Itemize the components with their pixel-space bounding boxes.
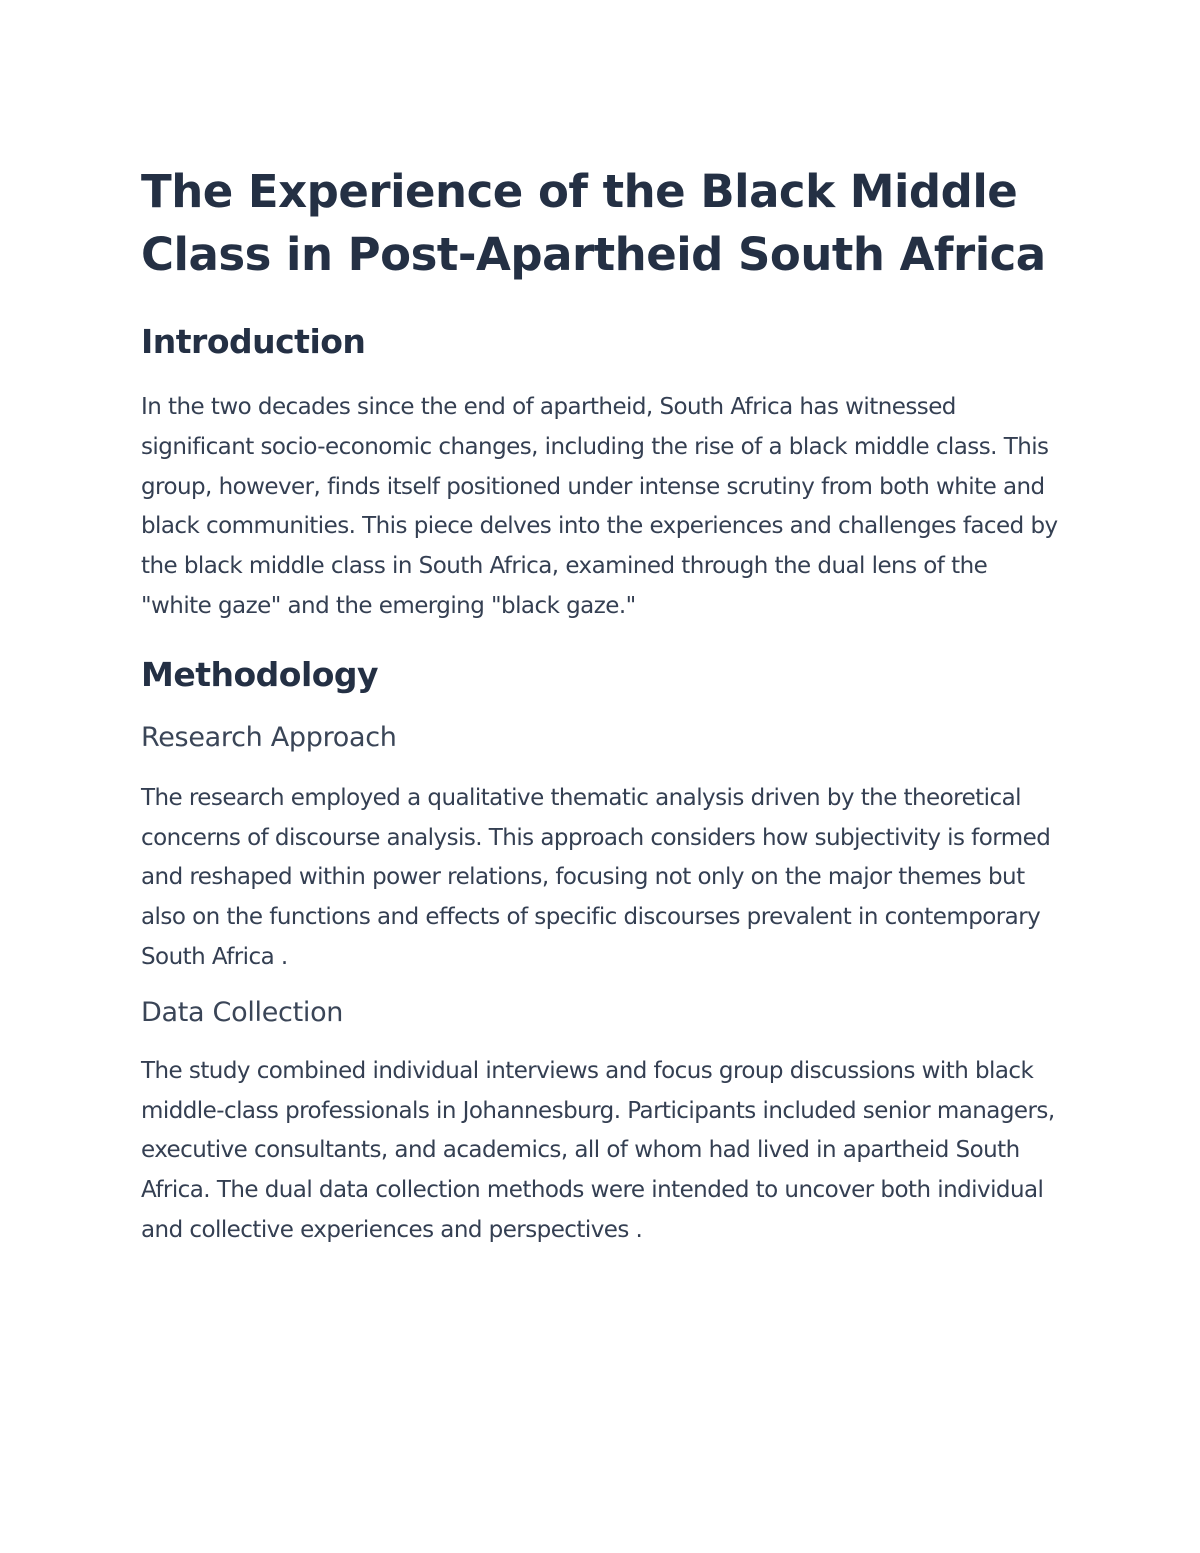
introduction-heading: Introduction [141, 322, 366, 361]
data-collection-heading: Data Collection [141, 996, 344, 1028]
methodology-heading: Methodology [141, 654, 379, 694]
research-approach-paragraph: The research employed a qualitative thematic analysis driven by the theoretical concerns of discourse analysis. This approach considers how subjectivity is formed and reshaped within power relations, focusing not only on the major themes but also on the functions and effects of specific discourses prevalent in contemporary South Africa . [141, 784, 1051, 970]
research-approach-heading: Research Approach [141, 721, 397, 753]
document-title: The Experience of the Black Middle Class in Post-Apartheid South Africa [141, 165, 1046, 281]
data-collection-paragraph: The study combined individual interviews and focus group discussions with black middle-class professionals in Johannesburg. Participants included senior managers, executive consultants, and academics, all of whom had lived in apartheid South Africa. The dual data collection methods were intended to uncover both individual and collective experiences and perspectives . [141, 1057, 1055, 1243]
introduction-paragraph: In the two decades since the end of apartheid, South Africa has witnessed significant socio-economic changes, including the rise of a black middle class. This group, however, finds itself positioned under intense scrutiny from both white and black communities. This piece delves into the experiences and challenges faced by the black middle class in South Africa, examined through the dual lens of the "white gaze" and the emerging "black gaze." [141, 394, 1058, 619]
document-page [141, 160, 1061, 1251]
